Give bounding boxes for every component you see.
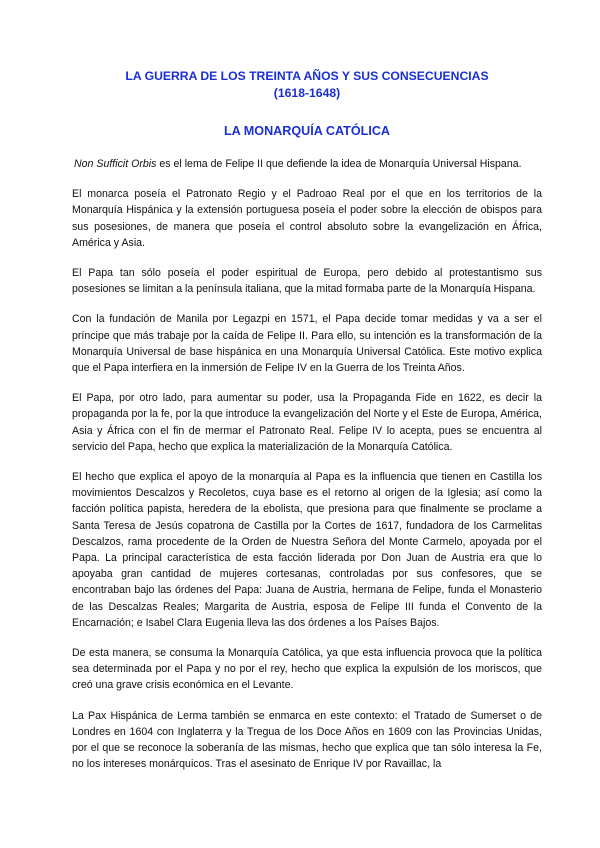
body-paragraph: Con la fundación de Manila por Legazpi en 1571, el Papa decide tomar medidas y va a ser el príncipe que más trabaje por la caída de Felipe II. Para ello, su intención es la transformación de la Monarquía Universal de base hispánica en una Monarquía Universal Católica. Este motivo explica que el Papa interfiera en la inmersión de Felipe IV en la Guerra de los Treinta Años. [72,313,542,375]
body-paragraph: El Papa, por otro lado, para aumentar su poder, usa la Propaganda Fide en 1622, es decir la propaganda por la fe, por la que introduce la evangelización del Norte y el Este de Europa, América, Asia y África con el fin de mermar el Patronato Real. Felipe IV lo acepta, pues se encuentra al servicio del Papa, hecho que explica la materialización de la Monarquía Católica. [72,392,542,453]
document-title [72,68,542,102]
document-page [72,68,542,787]
body-paragraph: El hecho que explica el apoyo de la monarquía al Papa es la influencia que tienen en Castilla los movimientos Descalzos y Recoletos, cuya base es el retorno al origen de la Iglesia; así como la facción política papista, heredera de la ebolista, que presiona para que finalmente se proclame a Santa Teresa de Jesús copatrona de Castilla por la Cortes de 1617, fundadora de los Carmelitas Descalzos, rama procedente de la Orden de Nuestra Señora del Monte Carmelo, apoyada por el Papa. La principal característica de esta facción liderada por Don Juan de Austria era que lo apoyaba gran cantidad de mujeres cortesanas, controladas por sus confesores, que se encontraban bajo las órdenes del Papa: Juana de Austria, hermana de Felipe, funda el Monasterio de las Descalzas Reales; Margarita de Austria, esposa de Felipe III funda el Convento de la Encarnación; e Isabel Clara Eugenia lleva las dos órdenes a los Países Bajos. [72,471,542,629]
body-paragraph: El monarca poseía el Patronato Regio y el Padroao Real por el que en los territorios de la Monarquía Hispánica y la extensión portuguesa poseía el poder sobre la elección de obispos para sus posesiones, de manera que poseía el control absoluto sobre la evangelización en África, América y Asia. [72,188,542,249]
motto-text: Non Sufficit Orbis [74,158,157,170]
intro-paragraph [72,156,542,172]
title-line-2: (1618-1648) [273,86,341,100]
intro-text: es el lema de Felipe II que defiende la idea de Monarquía Universal Hispana. [156,158,522,170]
body-paragraph: El Papa tan sólo poseía el poder espiritual de Europa, pero debido al protestantismo sus posesiones se limitan a la península italiana, que la mitad formaba parte de la Monarquía Hispana. [72,267,542,296]
body-paragraph: La Pax Hispánica de Lerma también se enmarca en este contexto: el Tratado de Sumerset o de Londres en 1604 con Inglaterra y la Tregua de los Doce Años en 1609 con las Provincias Unidas, por el que se reconoce la soberanía de las mismas, hecho que explica que tan sólo interesa la Fe, no los intereses monárquicos. Tras el asesinato de Enrique IV por Ravaillac, la [72,709,542,771]
body-paragraph: De esta manera, se consuma la Monarquía Católica, ya que esta influencia provoca que la política sea determinada por el Papa y no por el rey, hecho que explica la expulsión de los moriscos, que creó una grave crisis económica en el Levante. [72,647,542,692]
title-line-1: LA GUERRA DE LOS TREINTA AÑOS Y SUS CONSECUENCIAS [125,69,489,83]
section-title: LA MONARQUÍA CATÓLICA [223,124,391,138]
